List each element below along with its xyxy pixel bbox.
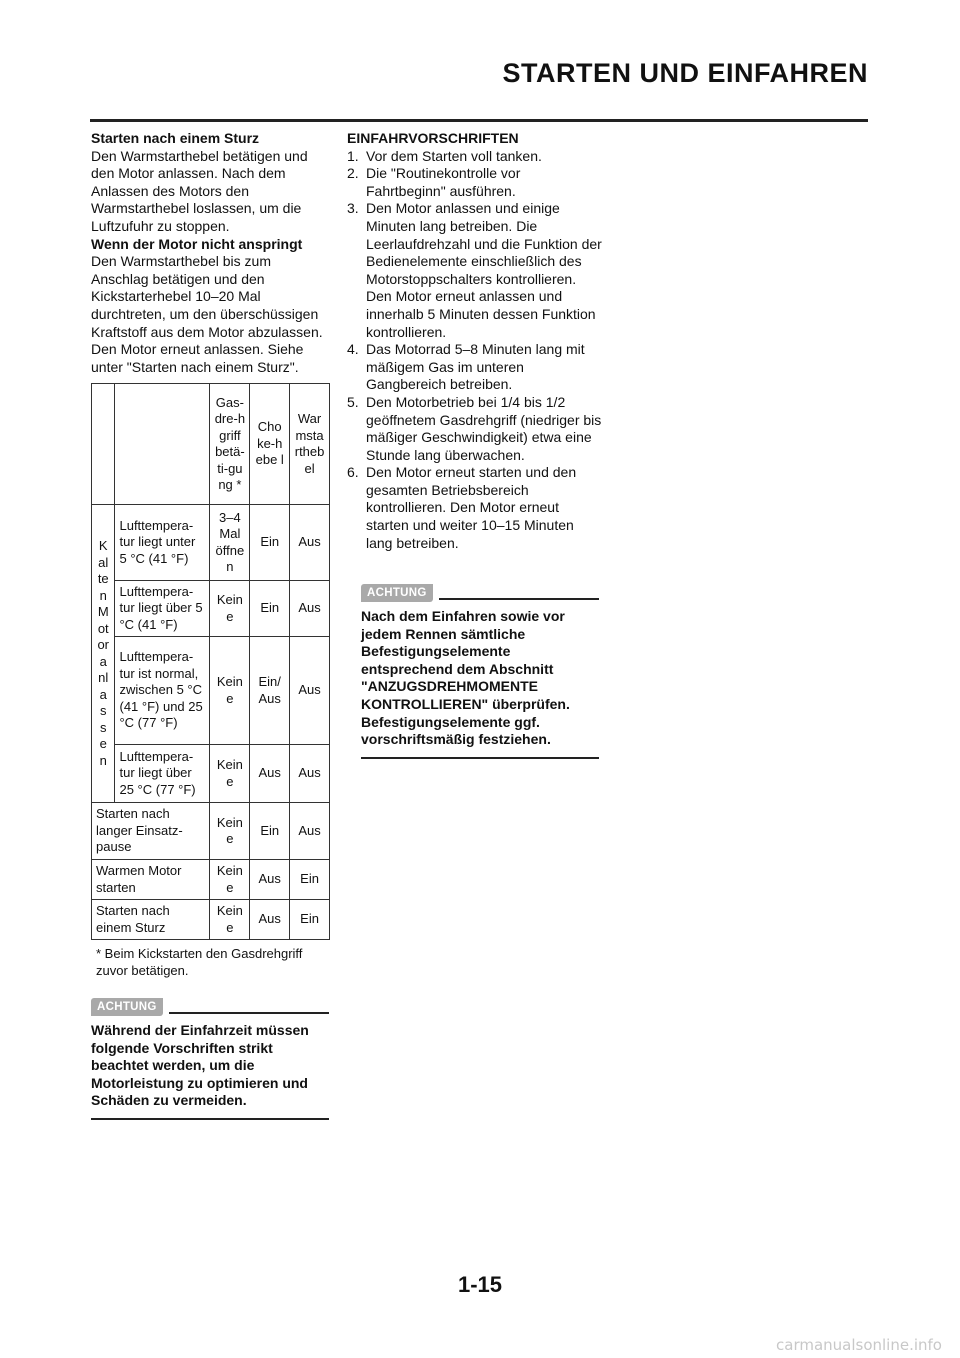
list-item xyxy=(347,341,602,394)
step-text: Den Motor anlassen und einige Minuten lang betreiben. Die Leerlaufdrehzahl und die Funktion der Bedienelemente einschließlich des Motorstoppschalters kontrollieren. Den Motor erneut anlassen und innerhalb 5 Minuten dessen Funktion kontrollieren. xyxy=(366,200,602,340)
table-cell-choke: Ein/ Aus xyxy=(250,637,290,745)
table-cell-choke: Ein xyxy=(250,803,290,860)
table-cell-throttle: Kein e xyxy=(210,637,250,745)
table-cell-warm: Aus xyxy=(290,581,330,637)
table-cell-choke: Ein xyxy=(250,505,290,581)
table-row xyxy=(92,581,330,637)
warning-rule xyxy=(439,598,599,600)
step-text: Den Motorbetrieb bei 1/4 bis 1/2 geöffnetem Gasdrehgriff (niedriger bis mäßiger Geschwindigkeit) etwa eine Stunde lang überwachen. xyxy=(366,393,602,463)
section-heading-engine-not-starting: Wenn der Motor nicht anspringt xyxy=(91,235,303,252)
table-cell-throttle: Kein e xyxy=(210,900,250,940)
step-number: 2. xyxy=(347,165,359,182)
section-heading-start-after-fall: Starten nach einem Sturz xyxy=(91,130,260,146)
starting-table xyxy=(91,383,330,940)
table-cell-throttle: Kein e xyxy=(210,581,250,637)
table-cell-warm: Ein xyxy=(290,900,330,940)
header-choke: Cho ke-hebe l xyxy=(250,384,290,505)
group-label-cold-start: K al te n M ot or a nl a s s e n xyxy=(92,505,115,803)
table-cell-throttle: Kein e xyxy=(210,803,250,860)
list-item xyxy=(347,464,602,552)
paragraph-engine-not-starting: Den Warmstarthebel bis zum Anschlag betätigen und den Kickstarterhebel 10–20 Mal durchtreten, um den überschüssigen Kraftstoff aus dem Motor abzulassen. Den Motor erneut anlassen. Siehe unter "Starten nach einem Sturz". xyxy=(91,253,323,375)
step-number: 6. xyxy=(347,464,359,481)
table-header-row xyxy=(92,384,330,505)
page-number: 1-15 xyxy=(457,1272,503,1297)
step-number: 4. xyxy=(347,341,359,358)
table-cell-choke: Aus xyxy=(250,745,290,803)
table-cell-condition: Warmen Motor starten xyxy=(92,860,210,900)
table-cell-condition: Lufttempera-tur liegt über 5 °C (41 °F) xyxy=(115,581,210,637)
table-header-cell xyxy=(92,384,115,505)
table-row xyxy=(92,505,330,581)
section-heading-break-in: EINFAHRVORSCHRIFTEN xyxy=(347,130,519,146)
table-cell-condition: Lufttempera-tur liegt unter 5 °C (41 °F) xyxy=(115,505,210,581)
table-cell-choke: Ein xyxy=(250,581,290,637)
break-in-steps xyxy=(347,148,602,553)
page-title: STARTEN UND EINFAHREN xyxy=(502,58,868,88)
warning-header xyxy=(91,998,329,1016)
step-text: Vor dem Starten voll tanken. xyxy=(366,147,542,164)
table-row xyxy=(92,745,330,803)
step-number: 5. xyxy=(347,393,359,410)
left-column xyxy=(91,130,331,376)
table-cell-warm: Aus xyxy=(290,505,330,581)
step-number: 3. xyxy=(347,200,359,217)
table-cell-warm: Ein xyxy=(290,860,330,900)
table-cell-throttle: Kein e xyxy=(210,745,250,803)
table-row xyxy=(92,900,330,940)
paragraph-start-after-fall: Den Warmstarthebel betätigen und den Motor anlassen. Nach dem Anlassen des Motors den Warmstarthebel loslassen, um die Luftzufuhr zu stoppen. xyxy=(91,147,308,234)
table-row xyxy=(92,637,330,745)
table-row xyxy=(92,803,330,860)
table-row xyxy=(92,860,330,900)
header-rule xyxy=(90,119,868,122)
warning-badge: ACHTUNG xyxy=(361,584,433,602)
step-text: Den Motor erneut starten und den gesamten Betriebsbereich kontrollieren. Den Motor erneut starten und weiter 10–15 Minuten lang betreiben. xyxy=(366,464,577,551)
warning-rule xyxy=(169,1012,329,1014)
step-text: Die "Routinekontrolle vor Fahrtbeginn" ausführen. xyxy=(366,165,521,199)
warning-text: Während der Einfahrzeit müssen folgende Vorschriften strikt beachtet werden, um die Motorleistung zu optimieren und Schäden zu vermeiden. xyxy=(91,1022,329,1120)
table-cell-warm: Aus xyxy=(290,803,330,860)
warning-badge: ACHTUNG xyxy=(91,998,163,1016)
table-cell-throttle: 3–4 Mal öffne n xyxy=(210,505,250,581)
table-cell-choke: Aus xyxy=(250,900,290,940)
list-item xyxy=(347,394,602,464)
table-cell-choke: Aus xyxy=(250,860,290,900)
table-cell-condition: Lufttempera-tur ist normal, zwischen 5 °C (41 °F) und 25 °C (77 °F) xyxy=(115,637,210,745)
table-cell-warm: Aus xyxy=(290,745,330,803)
table-cell-condition: Lufttempera-tur liegt über 25 °C (77 °F) xyxy=(115,745,210,803)
list-item xyxy=(347,200,602,341)
list-item xyxy=(347,148,602,166)
table-footnote: * Beim Kickstarten den Gasdrehgriff zuvor betätigen. xyxy=(96,946,303,978)
header-warm-start: War msta rtheb el xyxy=(290,384,330,505)
table-header-cell xyxy=(115,384,210,505)
right-column xyxy=(347,130,602,552)
warning-box-left xyxy=(91,998,329,1120)
step-text: Das Motorrad 5–8 Minuten lang mit mäßigem Gas im unteren Gangbereich betreiben. xyxy=(366,341,585,393)
table-cell-warm: Aus xyxy=(290,637,330,745)
warning-box-right xyxy=(361,584,599,759)
list-item xyxy=(347,165,602,200)
warning-text: Nach dem Einfahren sowie vor jedem Rennen sämtliche Befestigungselemente entsprechend dem Abschnitt "ANZUGSDREHMOMENTE KONTROLLIEREN" überprüfen. Befestigungselemente ggf. vorschriftsmäßig festziehen. xyxy=(361,608,599,759)
warning-header xyxy=(361,584,599,602)
table-cell-condition: Starten nach einem Sturz xyxy=(92,900,210,940)
step-number: 1. xyxy=(347,147,359,164)
watermark: carmanualsonline.info xyxy=(776,1336,942,1354)
header-throttle: Gas-dre-hgriff betä-ti-gung * xyxy=(210,384,250,505)
table-cell-throttle: Kein e xyxy=(210,860,250,900)
table-cell-condition: Starten nach langer Einsatz-pause xyxy=(92,803,210,860)
